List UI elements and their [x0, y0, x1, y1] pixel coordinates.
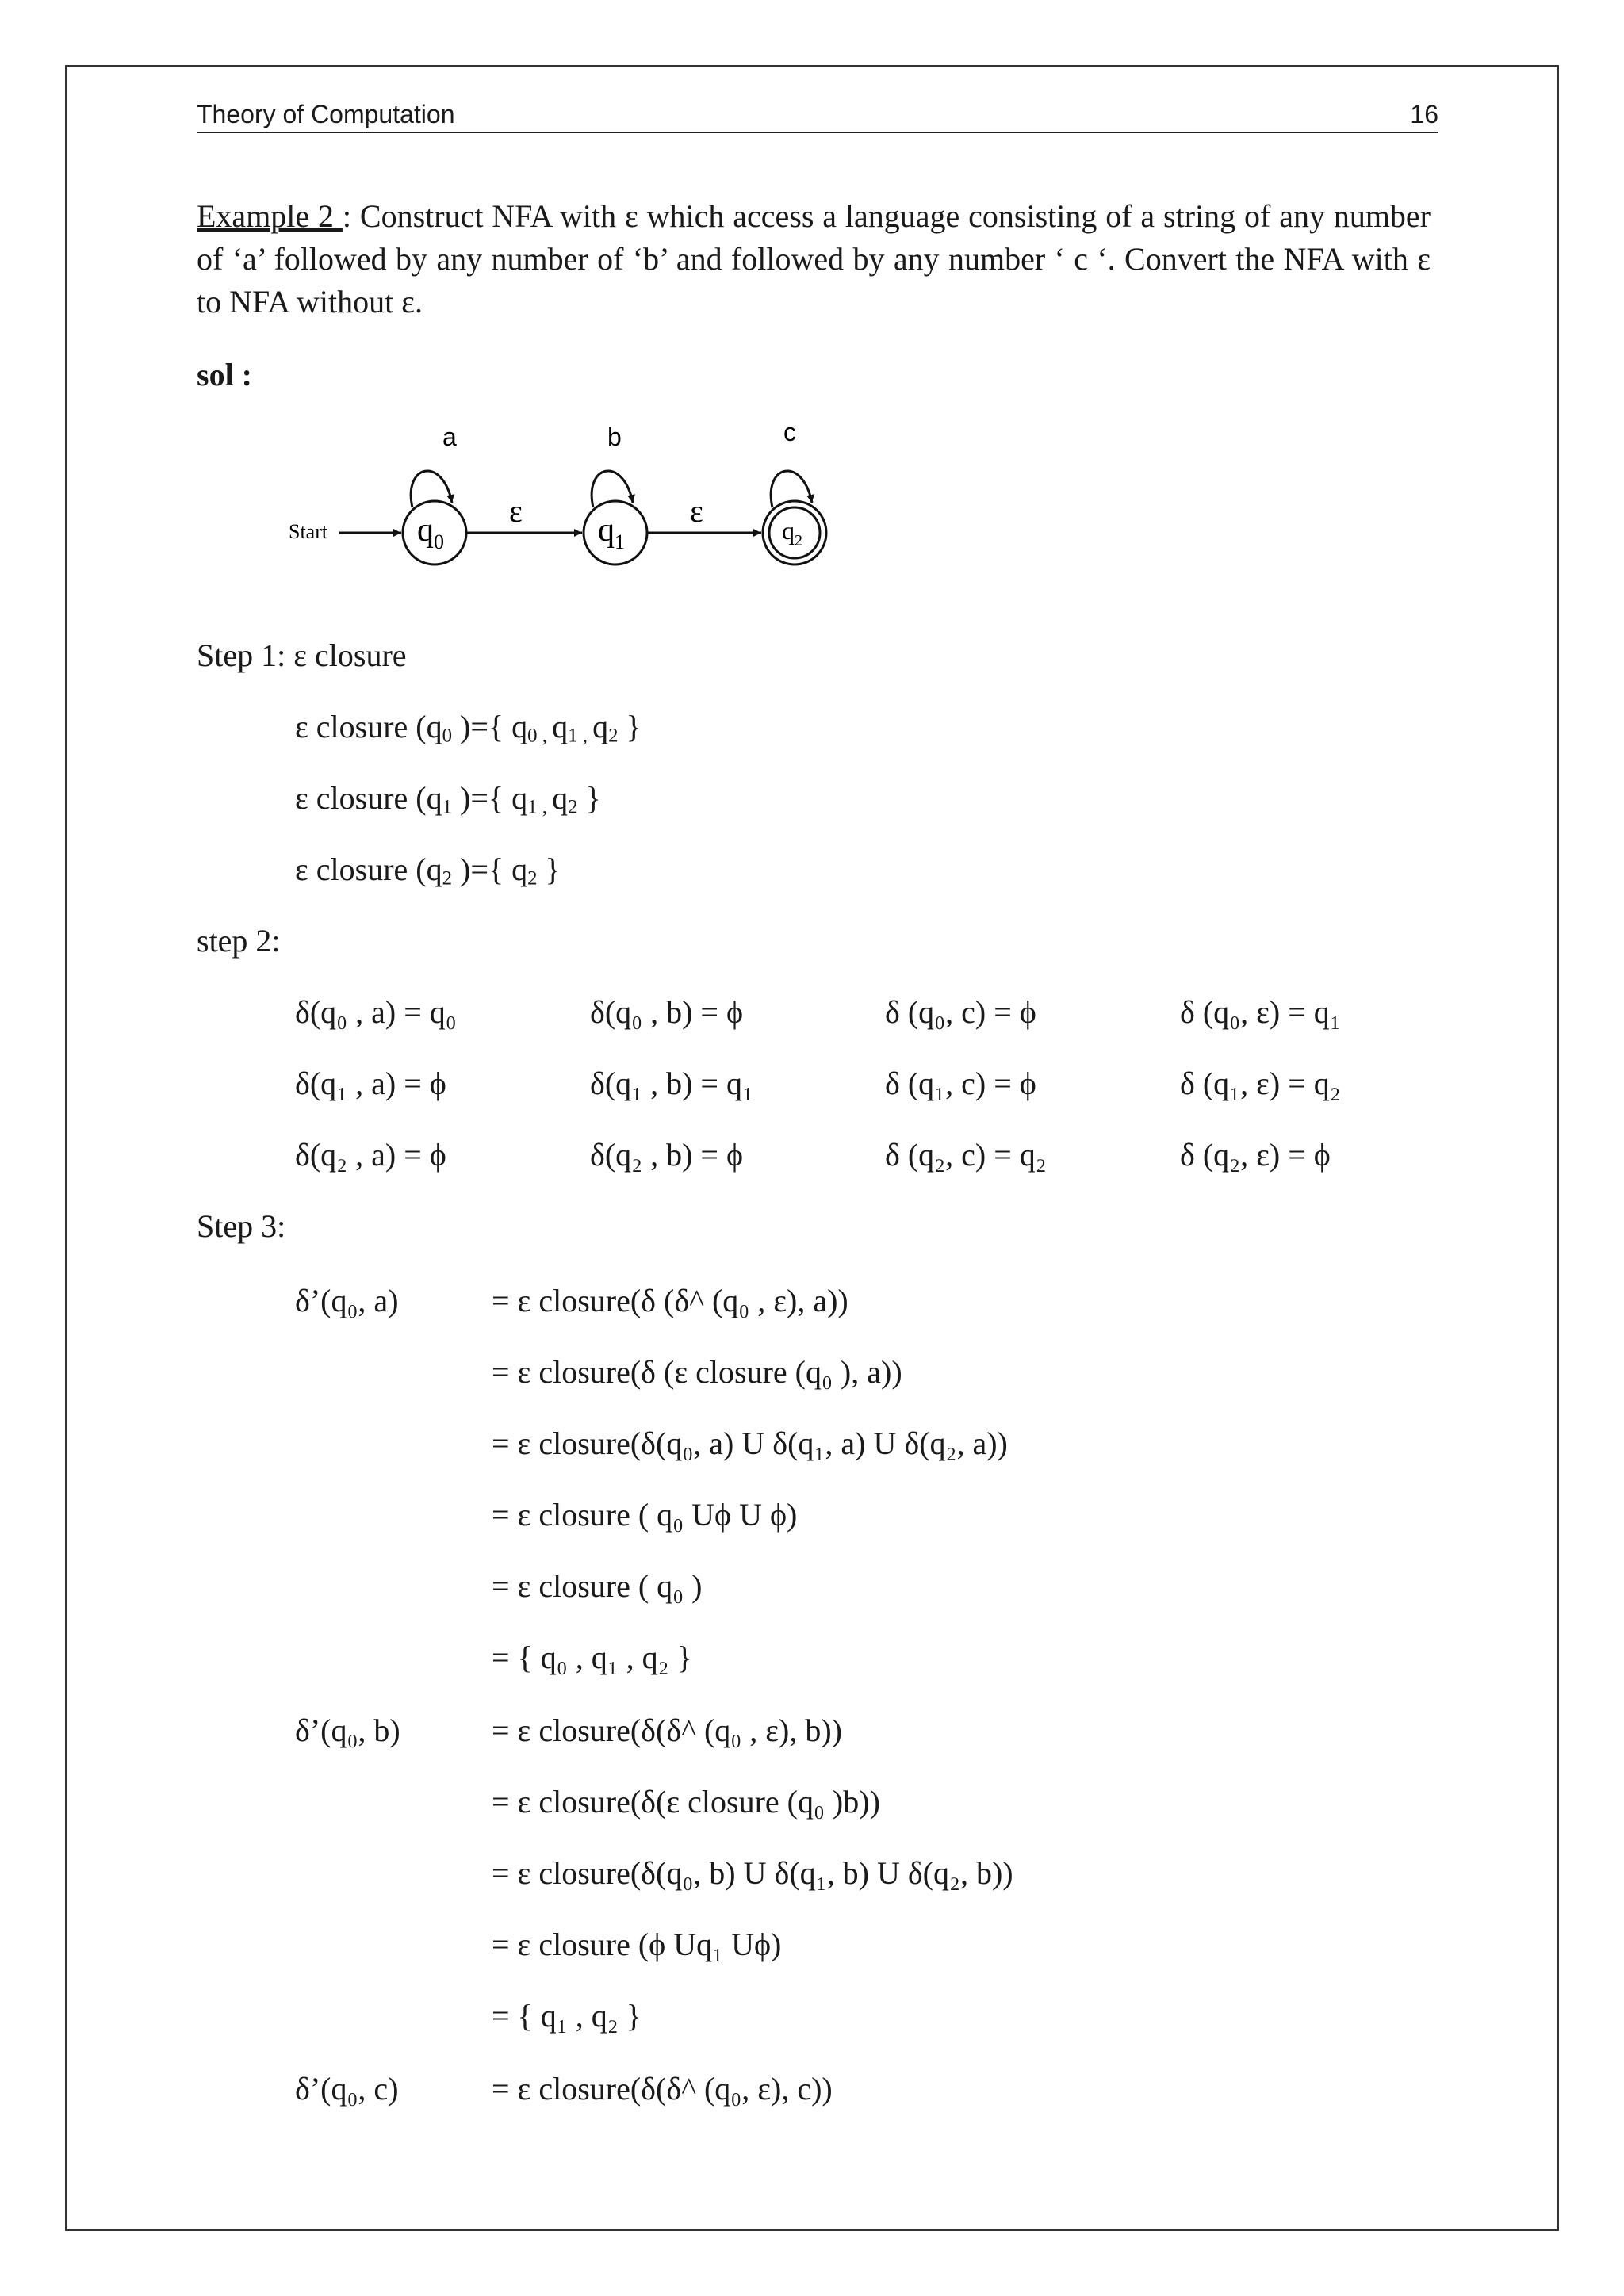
sol-heading: sol : [197, 357, 252, 392]
loop-label-c: c [783, 418, 796, 446]
state-q2-final [763, 501, 826, 564]
derivation-line: = { q₁ , q₂ } [492, 1998, 642, 2034]
derivation-line: = ε closure (ϕ Uq₁ Uϕ) [492, 1927, 782, 1962]
transition-cell: δ (q₀, c) = ϕ [885, 994, 1036, 1030]
transition-cell: δ(q₁ , a) = ϕ [295, 1066, 446, 1101]
transition-cell: δ (q₁, c) = ϕ [885, 1066, 1036, 1101]
eps-closure-q1: ε closure ($q_1$ )={ $q_{1 ,}$ $q_2$ } [295, 780, 601, 818]
svg-text:q0: $q_0$ [417, 512, 444, 553]
transition-cell: δ(q₂ , a) = ϕ [295, 1137, 446, 1173]
transition-cell: δ(q₀ , a) = q₀ [295, 994, 457, 1030]
delta-prime-q0-c: δ’(q₀, c) [295, 2071, 399, 2107]
transition-cell: δ(q₁ , b) = q₁ [590, 1066, 753, 1101]
start-label: Start [289, 520, 328, 543]
step2-title: step 2: [197, 923, 281, 959]
transition-cell: δ (q₀, ε) = q₁ [1180, 994, 1341, 1030]
svg-text:q2: $q_2$ [782, 516, 802, 549]
step3-title: Step 3: [197, 1208, 286, 1244]
loop-label-a: a [442, 423, 457, 451]
derivation-line: = ε closure(δ(ε closure (q₀ )b)) [492, 1784, 880, 1820]
derivation-line: = ε closure(δ(δ^ (q₀ , ε), b)) [492, 1712, 842, 1748]
state-q1 [584, 501, 647, 564]
derivation-line: = ε closure(δ (ε closure (q₀ ), a)) [492, 1354, 902, 1390]
svg-text:q1: $q_1$ [598, 512, 625, 553]
loop-label-b: b [607, 423, 622, 451]
derivation-line: = ε closure(δ(q₀, a) U δ(q₁, a) U δ(q₂, a)) [492, 1425, 1008, 1461]
step1-title: Step 1: ε closure [197, 637, 407, 673]
transition-cell: δ(q₀ , b) = ϕ [590, 994, 744, 1030]
state-q0 [403, 501, 466, 564]
delta-prime-q0-b: δ’(q₀, b) [295, 1712, 400, 1748]
example-label: Example 2 [197, 198, 343, 234]
transition-cell: δ (q₂, c) = q₂ [885, 1137, 1047, 1173]
example-paragraph [197, 195, 1431, 323]
transition-cell: δ (q₁, ε) = q₂ [1180, 1066, 1341, 1101]
header-title: Theory of Computation [197, 100, 455, 128]
transition-cell: δ(q₂ , b) = ϕ [590, 1137, 744, 1173]
nfa-diagram [270, 396, 872, 587]
example-text: : Construct NFA with ε which access a language consisting of a string of any number of ‘a’ followed by any number of ‘b’ and followed by any number ‘ c ‘. Convert the NFA with ε to NFA without ε. [197, 198, 1431, 320]
derivation-line: = ε closure ( q₀ ) [492, 1568, 703, 1604]
derivation-line: = ε closure(δ (δ^ (q₀ , ε), a)) [492, 1283, 848, 1318]
derivation-line: = { q₀ , q₁ , q₂ } [492, 1640, 692, 1675]
page-border [65, 65, 1559, 2231]
delta-prime-q0-a: δ’(q₀, a) [295, 1283, 399, 1318]
derivation-line: = ε closure(δ(q₀, b) U δ(q₁, b) U δ(q₂, b)) [492, 1855, 1013, 1891]
derivation-line: = ε closure ( q₀ Uϕ U ϕ) [492, 1497, 798, 1533]
page-number: 16 [1410, 100, 1438, 128]
running-header [197, 100, 1438, 133]
edge-label-eps-2: ε [690, 493, 703, 529]
eps-closure-q0: ε closure ($q_0$ )={ $q_{0 ,}$ $q_{1 ,}$ $q_2$ } [295, 709, 642, 747]
derivation-line: = ε closure(δ(δ^ (q₀, ε), c)) [492, 2071, 833, 2107]
edge-label-eps-1: ε [509, 493, 523, 529]
eps-closure-q2: ε closure ($q_2$ )={ $q_2$ } [295, 851, 561, 890]
transition-cell: δ (q₂, ε) = ϕ [1180, 1137, 1331, 1173]
